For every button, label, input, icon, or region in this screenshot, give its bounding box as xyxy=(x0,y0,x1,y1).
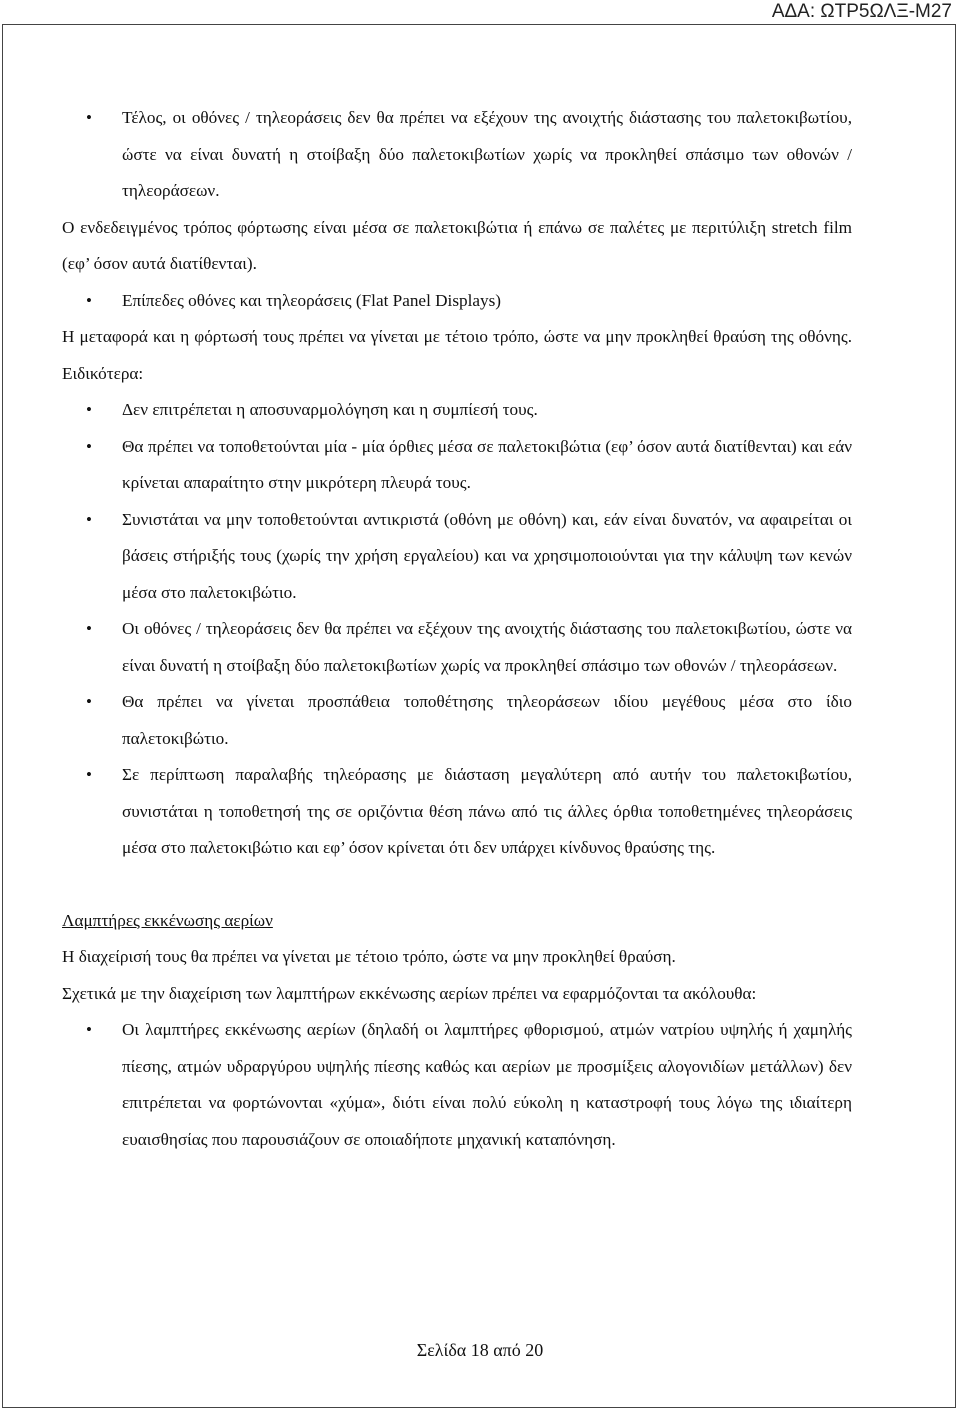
spacer xyxy=(62,867,852,903)
document-body xyxy=(62,100,852,1158)
paragraph: Η μεταφορά και η φόρτωσή τους πρέπει να γίνεται με τέτοιο τρόπο, ώστε να μην προκληθεί θραύση της οθόνης. Ειδικότερα: xyxy=(62,327,852,383)
bullet-item: • Σε περίπτωση παραλαβής τηλεόρασης με διάσταση μεγαλύτερη από αυτήν του παλετοκιβωτίου, συνιστάται η τοποθετησή της σε οριζόντια θέση πάνω από τις άλλες όρθια τοποθετημένες τηλεοράσεις μέσα στο παλετοκιβώτιο και εφ’ όσον κρίνεται ότι δεν υπάρχει κίνδυνος θραύσης της. xyxy=(62,757,852,867)
bullet-item: • Συνιστάται να μην τοποθετούνται αντικριστά (οθόνη με οθόνη) και, εάν είναι δυνατόν, να αφαιρείται οι βάσεις στήριξής τους (χωρίς την χρήση εργαλείου) και να χρησιμοποιούνται για την κάλυψη των κενών μέσα στο παλετοκιβώτιο. xyxy=(62,502,852,612)
paragraph: Η διαχείρισή τους θα πρέπει να γίνεται με τέτοιο τρόπο, ώστε να μην προκληθεί θραύση. xyxy=(62,947,676,966)
bullet-item: • Θα πρέπει να γίνεται προσπάθεια τοποθέτησης τηλεοράσεων ιδίου μεγέθους μέσα στο ίδιο παλετοκιβώτιο. xyxy=(62,684,852,757)
bullet-item: • Δεν επιτρέπεται η αποσυναρμολόγηση και η συμπίεσή τους. xyxy=(62,392,852,429)
section-heading: Λαμπτήρες εκκένωσης αερίων xyxy=(62,910,273,930)
paragraph: Σχετικά με την διαχείριση των λαμπτήρων εκκένωσης αερίων πρέπει να εφαρμόζονται τα ακόλουθα: xyxy=(62,983,757,1003)
paragraph: Ο ενδεδειγμένος τρόπος φόρτωσης είναι μέσα σε παλετοκιβώτια ή επάνω σε παλέτες με περιτύλιξη stretch film (εφ’ όσον αυτά διατίθενται). xyxy=(62,217,852,273)
ada-code: ΑΔΑ: ΩΤΡ5ΩΛΞ-Μ27 xyxy=(771,1,952,22)
bullet-item: • Τέλος, οι οθόνες / τηλεοράσεις δεν θα πρέπει να εξέχουν της ανοιχτής διάστασης του παλετοκιβωτίου, ώστε να είναι δυνατή η στοίβαξη δύο παλετοκιβωτίων χωρίς να προκληθεί σπάσιμο των οθονών / τηλεοράσεων. xyxy=(62,100,852,210)
bullet-item: • Θα πρέπει να τοποθετούνται μία - μία όρθιες μέσα σε παλετοκιβώτια (εφ’ όσον αυτά διατίθενται) και εάν κρίνεται απαραίτητο στην μικρότερη πλευρά τους. xyxy=(62,429,852,502)
page-number: Σελίδα 18 από 20 xyxy=(416,1340,544,1360)
bullet-subheading: • Επίπεδες οθόνες και τηλεοράσεις (Flat Panel Displays) xyxy=(62,283,852,320)
bullet-item: • Οι οθόνες / τηλεοράσεις δεν θα πρέπει να εξέχουν της ανοιχτής διάστασης του παλετοκιβωτίου, ώστε να είναι δυνατή η στοίβαξη δύο παλετοκιβωτίων χωρίς να προκληθεί σπάσιμο των οθονών / τηλεοράσεων. xyxy=(62,611,852,684)
bullet-item: • Οι λαμπτήρες εκκένωσης αερίων (δηλαδή οι λαμπτήρες φθορισμού, ατμών νατρίου υψηλής ή χαμηλής πίεσης, ατμών υδραργύρου υψηλής πίεσης καθώς και αερίων με προσμίξεις αλογονιδίων μετάλλων) δεν επιτρέπεται να φορτώνονται «χύμα», διότι είναι πολύ εύκολη η καταστροφή τους λόγω της ιδιαίτερη ευαισθησίας που παρουσιάζουν σε οποιαδήποτε μηχανική καταπόνηση. xyxy=(62,1012,852,1158)
